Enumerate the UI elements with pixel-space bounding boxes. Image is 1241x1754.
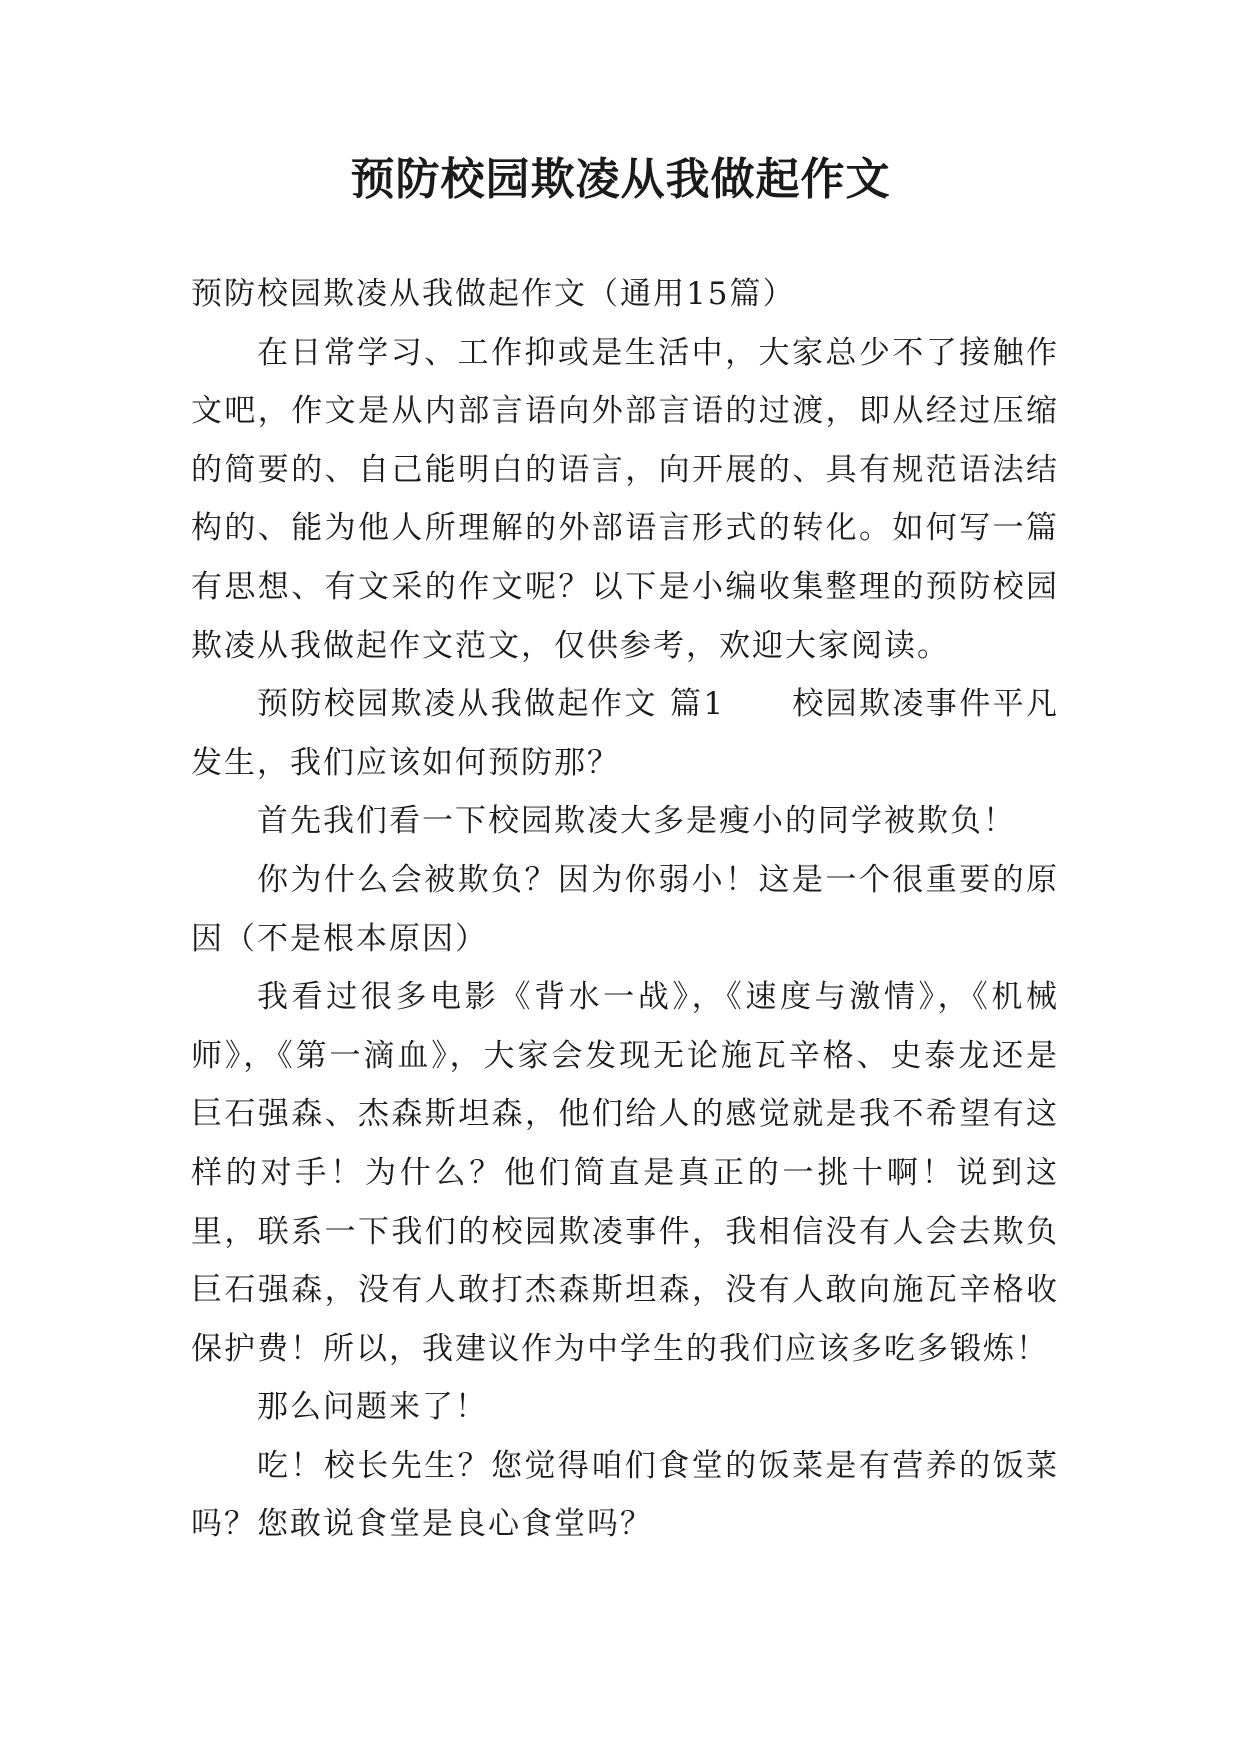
paragraph-intro: 在日常学习、工作抑或是生活中，大家总少不了接触作文吧，作文是从内部言语向外部言语的过渡，即从经过压缩的简要的、自己能明白的语言，向开展的、具有规范语法结构的、能为他人所理解的外部语言形式的转化。如何写一篇有思想、有文采的作文呢？以下是小编收集整理的预防校园欺凌从我做起作文范文，仅供参考，欢迎大家阅读。 (191, 334, 1059, 664)
paragraph-essay-1-heading: 预防校园欺凌从我做起作文 篇1 校园欺凌事件平凡发生，我们应该如何预防那？ (191, 686, 1059, 781)
paragraph: 吃！校长先生？您觉得咱们食堂的饭菜是有营养的饭菜吗？您敢说食堂是良心食堂吗？ (191, 1447, 1059, 1543)
document-body (191, 265, 1059, 1554)
paragraph-subtitle: 预防校园欺凌从我做起作文（通用15篇） (191, 276, 796, 312)
paragraph: 我看过很多电影《背水一战》，《速度与激情》，《机械师》，《第一滴血》，大家会发现无论施瓦辛格、史泰龙还是巨石强森、杰森斯坦森，他们给人的感觉就是我不希望有这样的对手！为什么？他们简直是真正的一挑十啊！说到这里，联系一下我们的校园欺凌事件，我相信没有人会去欺负巨石强森，没有人敢打杰森斯坦森，没有人敢向施瓦辛格收保护费！所以，我建议作为中学生的我们应该多吃多锻炼！ (191, 979, 1059, 1367)
document-title: 预防校园欺凌从我做起作文 (350, 154, 891, 205)
paragraph: 首先我们看一下校园欺凌大多是瘦小的同学被欺负！ (257, 803, 1016, 840)
paragraph: 那么问题来了！ (257, 1389, 488, 1426)
paragraph: 你为什么会被欺负？因为你弱小！这是一个很重要的原因（不是根本原因） (191, 861, 1059, 957)
